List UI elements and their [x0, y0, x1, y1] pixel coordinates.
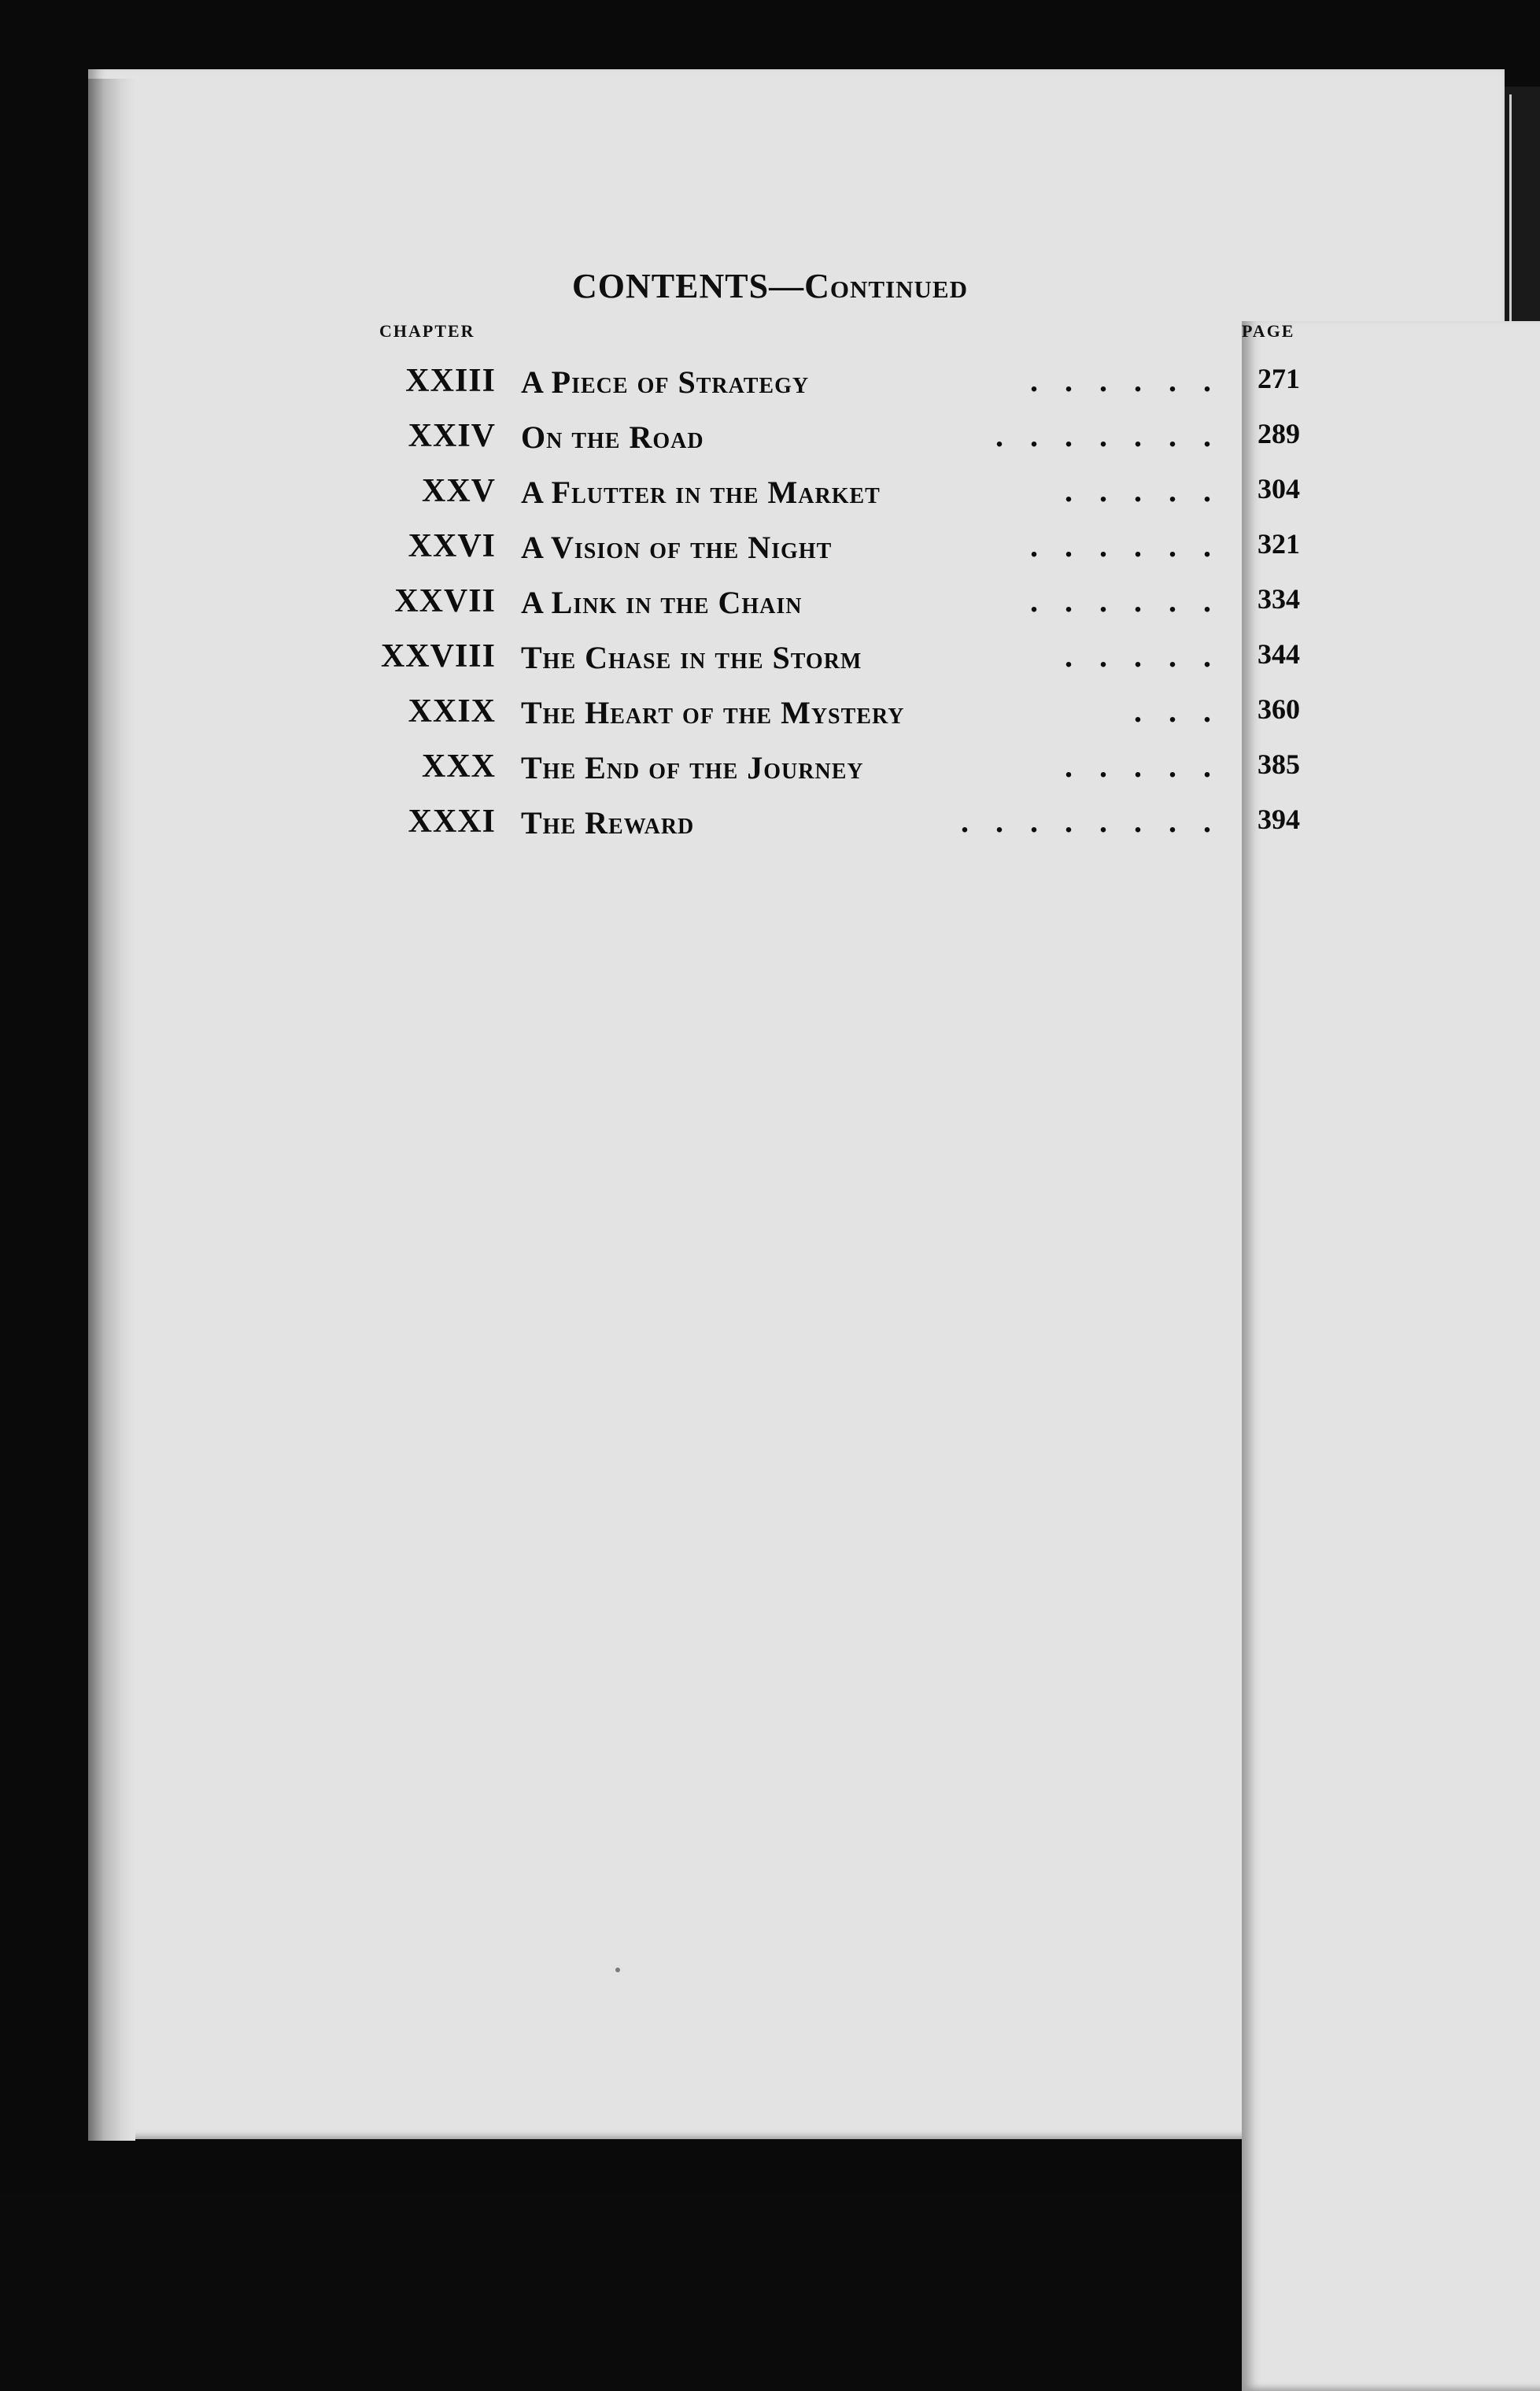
page-number: 289	[1257, 418, 1300, 449]
chapter-title: A Link in the Chain	[521, 585, 803, 620]
toc-entry	[0, 472, 1540, 527]
dot-leader: ........	[961, 804, 1238, 839]
dot-leader: ......	[1030, 363, 1238, 398]
toc-entry	[0, 527, 1540, 582]
heading-dash: —	[769, 267, 805, 305]
page-column-label: PAGE	[1242, 321, 1540, 2391]
page-number: 321	[1257, 528, 1300, 560]
toc-entry	[0, 637, 1540, 693]
page-number: 360	[1257, 693, 1300, 725]
chapter-title: A Vision of the Night	[521, 530, 833, 565]
dot-leader: ...	[1134, 693, 1238, 729]
chapter-number: XXIV	[408, 418, 496, 454]
heading-main: CONTENTS	[572, 267, 770, 305]
toc-entry	[0, 803, 1540, 858]
chapter-number: XXVI	[408, 528, 496, 564]
chapter-title: On the Road	[521, 419, 704, 455]
chapter-number: XXVIII	[380, 638, 496, 674]
dot-leader: ......	[1030, 528, 1238, 564]
dot-leader: .....	[1065, 638, 1238, 674]
page-number: 394	[1257, 804, 1300, 835]
page-number: 304	[1257, 473, 1300, 504]
page-number: 385	[1257, 748, 1300, 780]
page-number: 271	[1257, 363, 1300, 394]
contents-heading	[0, 266, 1540, 306]
dot-leader: ......	[1030, 583, 1238, 619]
dot-leader: .......	[995, 418, 1238, 453]
toc-entry	[0, 362, 1540, 417]
chapter-column-label: CHAPTER	[379, 321, 475, 341]
toc-entry	[0, 748, 1540, 803]
chapter-number: XXX	[422, 748, 496, 785]
chapter-number: XXXI	[408, 804, 496, 840]
page-speck	[615, 1968, 620, 1972]
chapter-title: The Chase in the Storm	[521, 640, 862, 675]
page-number: 334	[1257, 583, 1300, 615]
toc-entry	[0, 693, 1540, 748]
chapter-title: A Piece of Strategy	[521, 364, 810, 400]
chapter-number: XXVII	[394, 583, 496, 619]
chapter-title: The Reward	[521, 805, 695, 841]
heading-sub: Continued	[804, 267, 968, 305]
chapter-title: A Flutter in the Market	[521, 475, 881, 510]
chapter-title: The End of the Journey	[521, 750, 864, 785]
chapter-number: XXIII	[405, 363, 496, 399]
toc-entry	[0, 417, 1540, 472]
dot-leader: .....	[1065, 473, 1238, 508]
chapter-number: XXV	[422, 473, 496, 509]
toc-entry	[0, 582, 1540, 637]
page-number: 344	[1257, 638, 1300, 670]
chapter-title: The Heart of the Mystery	[521, 695, 905, 730]
chapter-number: XXIX	[408, 693, 496, 730]
dot-leader: .....	[1065, 748, 1238, 784]
